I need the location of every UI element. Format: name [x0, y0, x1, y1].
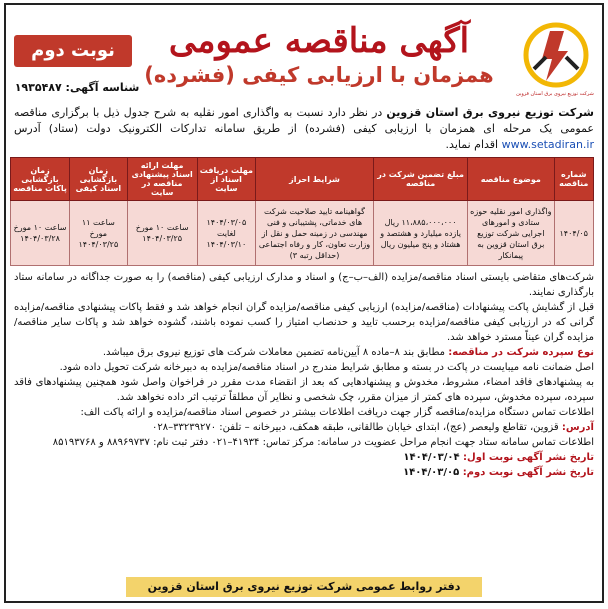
column-header: شماره مناقصه [554, 158, 594, 201]
intro-paragraph [6, 105, 602, 153]
table-cell: ساعت ۱۰ مورخ ۱۴۰۴/۰۳/۲۵ [127, 201, 197, 266]
intro-text: در نظر دارد نسبت به واگذاری امور نقلیه به شرح جدول ذیل با برگزاری مناقصه عمومی یک مرحله ای همزمان با ارزیابی کیفی (فشرده) از طریق سامانه تدارکات الکترونیک دولت (ستاد) آدرس [14, 106, 594, 135]
notice-subtitle: همزمان با ارزیابی کیفی (فشرده) [144, 63, 494, 87]
date2-value: ۱۴۰۴/۰۳/۰۵ [403, 467, 463, 478]
address-text: قزوین، تقاطع ولیعصر (عج)، ابتدای خیابان طالقانی، طبقه همکف، دبیرخانه – تلفن: ۳۳۲۳۹۲۷۰–۰۲۸ [151, 422, 562, 433]
column-header: مهلت دریافت اسناد از سایت [197, 158, 255, 201]
notice-body [6, 270, 602, 480]
date2-label: تاریخ نشر آگهی نوبت دوم: [462, 467, 594, 478]
tender-table [10, 157, 594, 266]
date1-label: تاریخ نشر آگهی نوبت اول: [463, 452, 594, 463]
table-cell: گواهینامه تایید صلاحیت شرکت های خدماتی، پشتیبانی و فنی مهندسی در زمینه حمل و نقل از وزارت تعاون، کار و رفاه اجتماعی (حداقل رتبه ۳) [256, 201, 374, 266]
table-cell: ساعت ۱۱ مورخ ۱۴۰۴/۰۳/۲۵ [70, 201, 128, 266]
body-paragraph: به پیشنهادهای فاقد امضاء، مشروط، مخدوش و پیشنهادهایی که بعد از انقضاء مدت مقرر در فراخوان واصل شود همچنین پیشنهادهای فاقد سپرده، سپرده مخدوش، سپرده های کمتر از میزان مقرر، چک شخصی و نظایر آن مطلقاً ترتیب اثر داده نخواهد شد. [14, 377, 594, 403]
table-header-row [11, 158, 594, 201]
table-cell: ۱۴۰۴/۰۳/۰۵ لغایت ۱۴۰۴/۰۳/۱۰ [197, 201, 255, 266]
column-header: مبلغ تضمین شرکت در مناقصه [374, 158, 468, 201]
body-paragraph: شرکت‌های متقاضی بایستی اسناد مناقصه/مزایده (الف–ب–ج) و اسناد و مدارک ارزیابی کیفی (مناقصه) را به صورت جداگانه در سامانه ستاد بارگذاری نمایند. [14, 272, 594, 298]
footer-banner: دفتر روابط عمومی شرکت توزیع نیروی برق استان قزوین [126, 577, 482, 597]
notice-header [6, 5, 602, 105]
power-company-logo [520, 19, 592, 93]
publish-date-1 [14, 450, 594, 465]
website-link[interactable]: www.setadiran.ir [501, 138, 594, 151]
table-cell: ۱۱،۸۸۵،۰۰۰،۰۰۰ ریال یازده میلیارد و هشتصد و هشتاد و پنج میلیون ریال [374, 201, 468, 266]
table-cell: ساعت ۱۰ مورخ ۱۴۰۴/۰۳/۲۸ [11, 201, 70, 266]
body-paragraph: قبل از گشایش پاکت پیشنهادات (مناقصه/مزایده) ارزیابی کیفی مناقصه/مزایده گران انجام خواهد شد و فقط پاکات پیشنهادی مناقصه/مزایده گرانی که در ارزیابی کیفی مناقصه/مزایده برحسب تایید و حدنصاب امتیاز را کسب نموده باشند، گشوده خواهد شد و پاکات سایر مناقصه/مزایده گران عیناً مسترد خواهد شد. [14, 302, 594, 343]
tender-notice [4, 3, 604, 603]
guarantee-paragraph [14, 345, 594, 360]
address-paragraph [14, 420, 594, 435]
column-header: زمان بازگشایی اسناد کیفی [70, 158, 128, 201]
body-paragraph: اصل ضمانت نامه میبایست در پاکت در بسته و مطابق شرایط مندرج در اسناد مناقصه/مزایده به دبیرخانه شرکت تحویل داده شود. [59, 362, 594, 373]
logo-caption: شرکت توزیع نیروی برق استان قزوین [516, 91, 594, 97]
table-row [11, 201, 594, 266]
publish-date-2 [14, 465, 594, 480]
guarantee-label: نوع سپرده شرکت در مناقصه: [448, 347, 594, 358]
notice-id: شناسه آگهی: ۱۹۳۵۴۸۷ [14, 81, 140, 94]
company-name: شرکت توزیع نیروی برق استان قزوین [386, 106, 594, 119]
column-header: مهلت ارائه اسناد پیشنهادی مناقصه در سایت [127, 158, 197, 201]
column-header: شرایط احراز [256, 158, 374, 201]
intro-tail: اقدام نماید. [445, 138, 502, 151]
column-header: موضوع مناقصه [468, 158, 554, 201]
table-cell: ۱۴۰۴/۰۵ [554, 201, 594, 266]
body-paragraph: اطلاعات تماس سامانه ستاد جهت انجام مراحل عضویت در سامانه: مرکز تماس: ۴۱۹۳۴–۰۲۱ دفتر ثبت نام: ۸۸۹۶۹۷۳۷ و ۸۵۱۹۳۷۶۸ [52, 437, 594, 448]
table-cell: واگذاری امور نقلیه حوزه ستادی و امورهای اجرایی شرکت توزیع برق استان قزوین به پیمانکار [468, 201, 554, 266]
address-label: آدرس: [561, 422, 594, 433]
date1-value: ۱۴۰۴/۰۳/۰۴ [403, 452, 464, 463]
column-header: زمان بازگشایی پاکات مناقصه [11, 158, 70, 201]
publication-round-badge: نوبت دوم [14, 35, 132, 67]
guarantee-text: مطابق بند ۸–ماده ۸ آیین‌نامه تضمین معاملات شرکت های توزیع نیروی برق میباشد. [102, 347, 449, 358]
body-paragraph: اطلاعات تماس دستگاه مزایده/مناقصه گزار جهت دریافت اطلاعات بیشتر در خصوص اسناد مناقصه/مزایده و ارائه پاکت الف: [80, 407, 594, 418]
notice-title: آگهی مناقصه عمومی [168, 21, 470, 61]
